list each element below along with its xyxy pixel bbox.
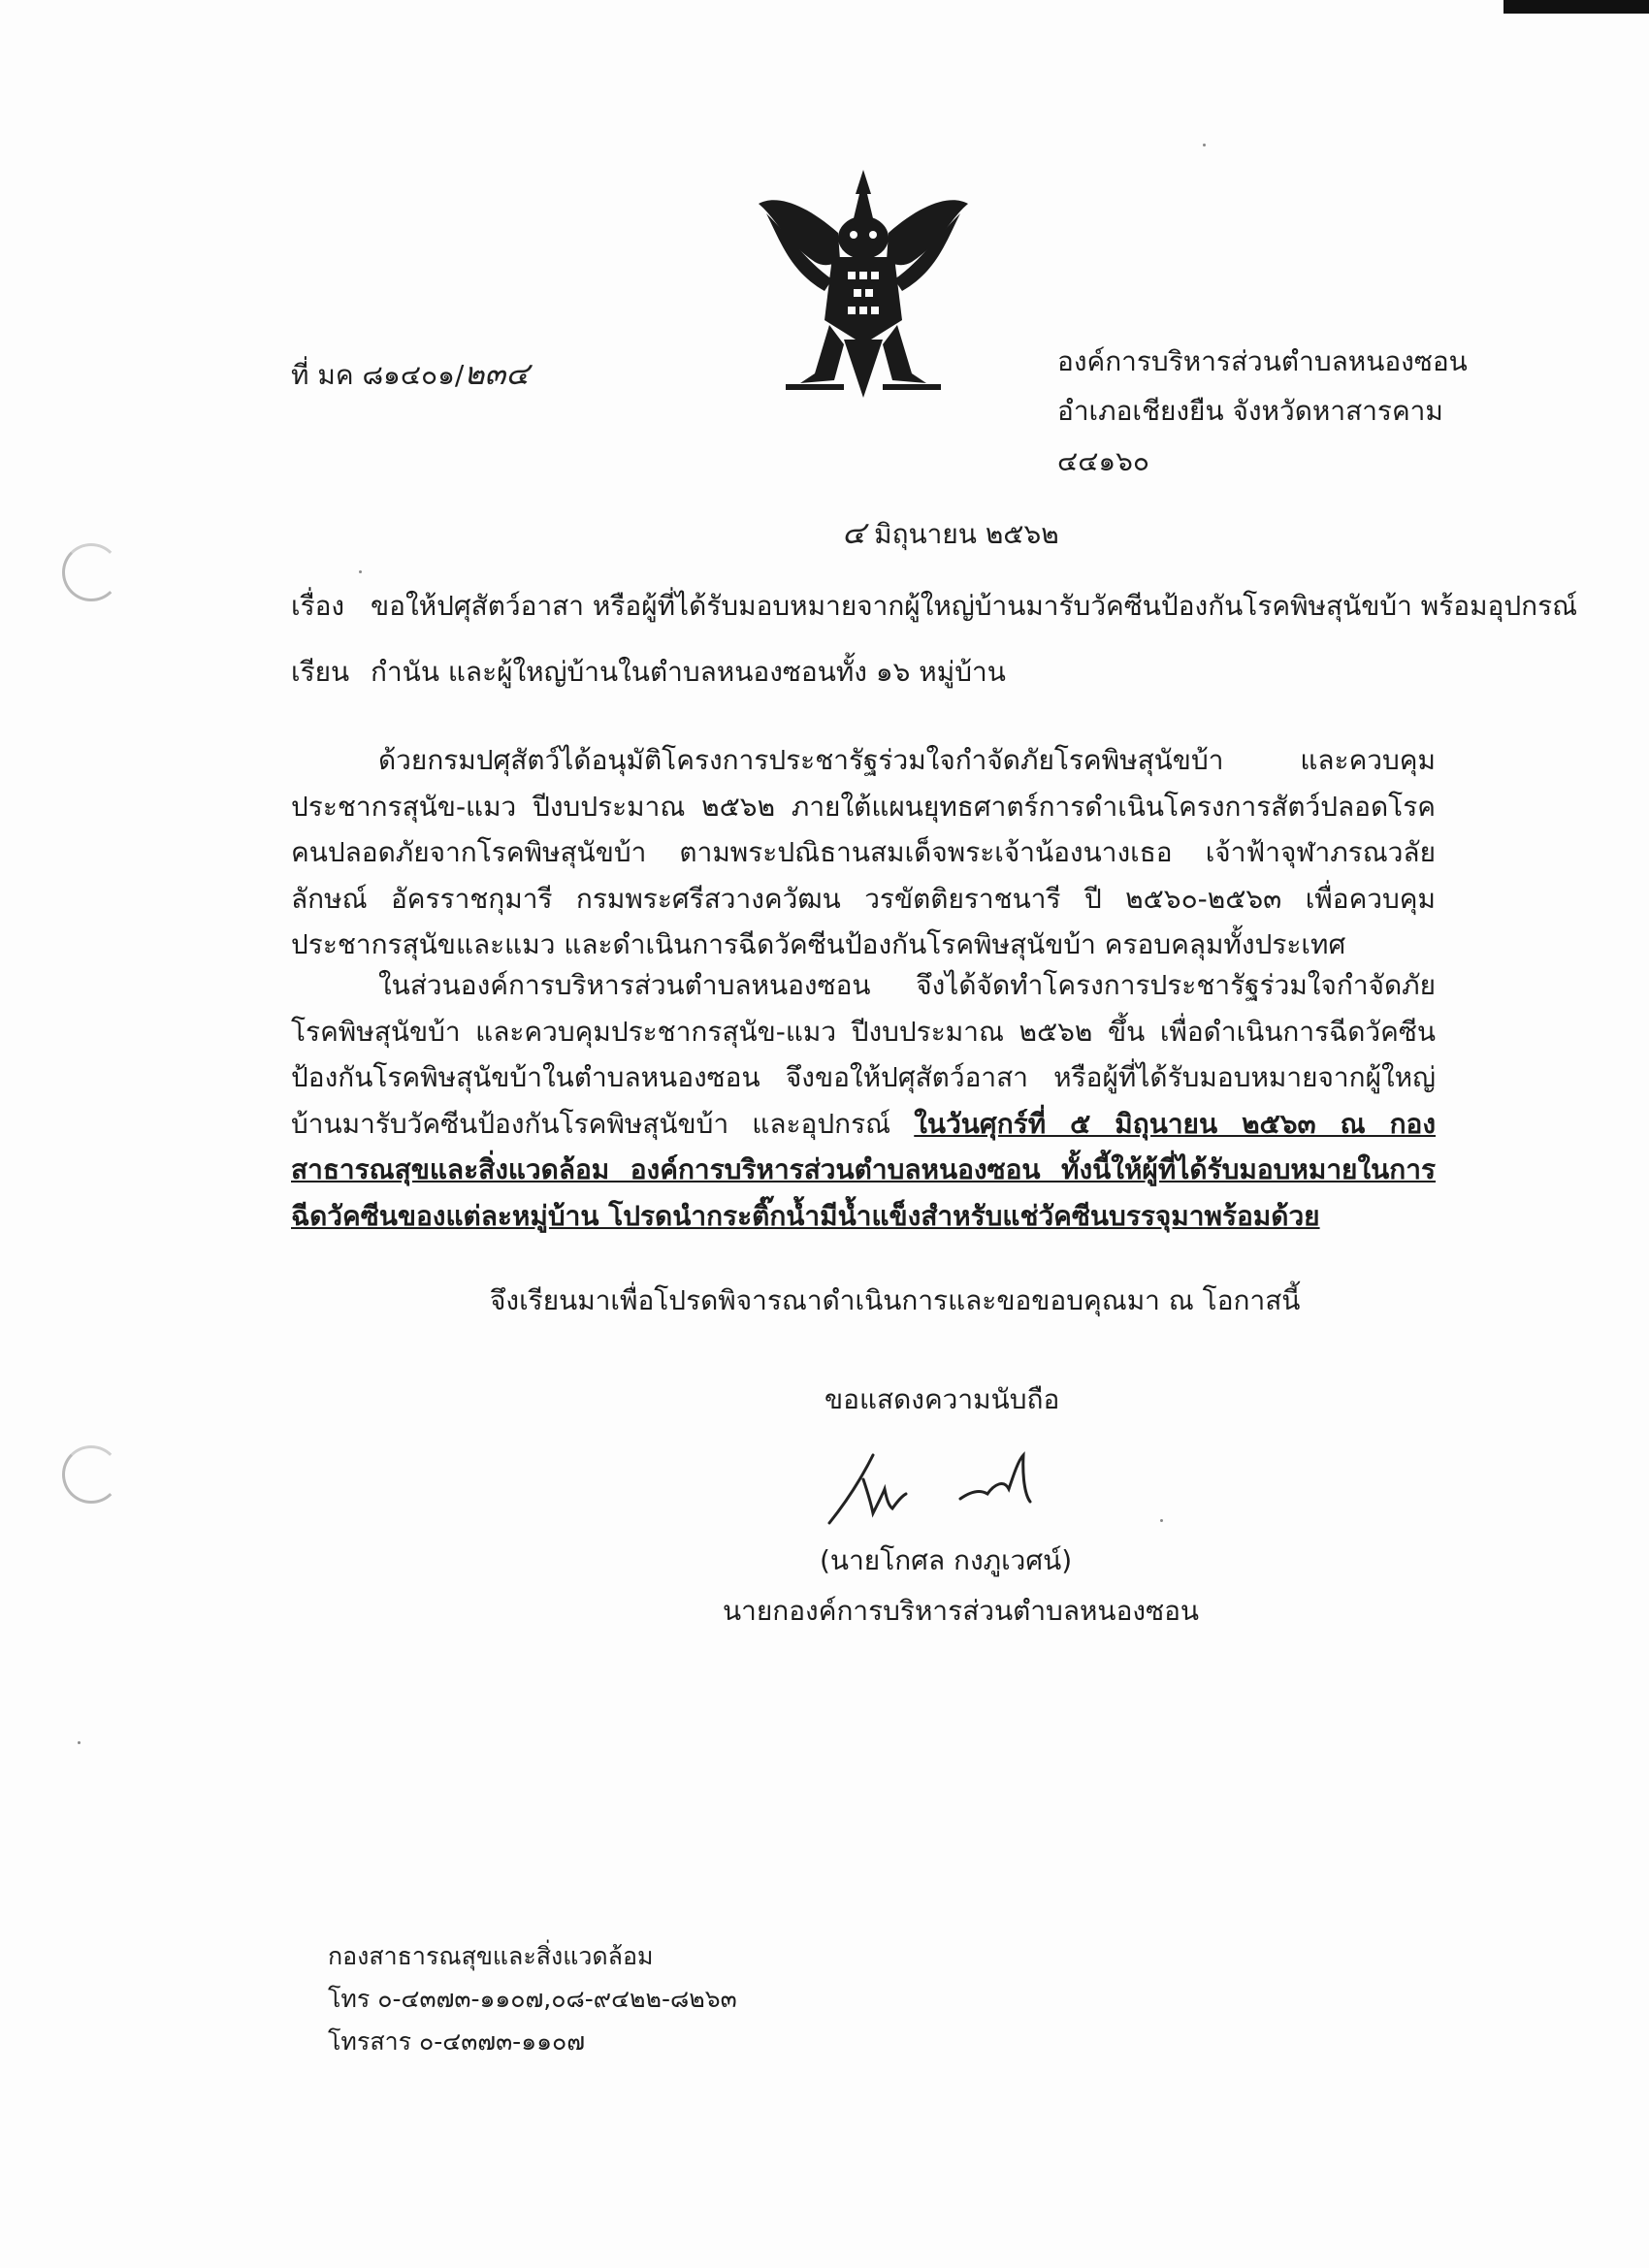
signer-position: นายกองค์การบริหารส่วนตำบลหนองซอน [723, 1595, 1200, 1627]
closing-salutation: ขอแสดงความนับถือ [824, 1383, 1060, 1415]
date-month-year: มิถุนายน ๒๕๖๒ [874, 518, 1059, 550]
reference-number [291, 353, 530, 396]
punch-hole-top [62, 543, 120, 601]
body-paragraph-1: ด้วยกรมปศุสัตว์ได้อนุมัติโครงการประชารัฐร่วมใจกำจัดภัยโรคพิษสุนัขบ้า และควบคุมประชากรสุนัข-แมว ปีงบประมาณ ๒๕๖๒ ภายใต้แผนยุทธศาตร์การดำเนินโครงการสัตว์ปลอดโรคคนปลอดภัยจากโรคพิษสุนัขบ้า ตามพระปณิธานสมเด็จพระเจ้าน้องนางเธอ เจ้าฟ้าจุฬาภรณวลัยลักษณ์ อัครราชกุมารี กรมพระศรีสวางควัฒน วรขัตติยราชนารี ปี ๒๕๖๐-๒๕๖๓ เพื่อควบคุมประชากรสุนัขและแมว และดำเนินการฉีดวัคซีนป้องกันโรคพิษสุนัขบ้า ครอบคลุมทั้งประเทศ [291, 744, 1436, 960]
reference-handwritten-number: ๒๓๔ [464, 355, 530, 392]
signer-name: (นายโกศล กงภูเวศน์) [820, 1544, 1073, 1576]
scan-speck [1203, 144, 1206, 146]
footer-phone: โทร ๐-๔๓๗๓-๑๑๐๗,๐๘-๙๔๒๒-๘๒๖๓ [328, 1985, 737, 2013]
recipient-line [291, 652, 1006, 693]
recipient-text: กำนัน และผู้ใหญ่บ้านในตำบลหนองซอนทั้ง ๑๖ หมู่บ้าน [371, 656, 1006, 688]
scan-speck [1160, 1519, 1163, 1522]
subject-label: เรื่อง [291, 590, 345, 622]
org-name: องค์การบริหารส่วนตำบลหนองซอน [1057, 345, 1468, 377]
body-paragraph-2 [291, 962, 1436, 1239]
punch-hole-bottom [62, 1445, 120, 1504]
recipient-label: เรียน [291, 656, 350, 688]
subject-text: ขอให้ปศุสัตว์อาสา หรือผู้ที่ได้รับมอบหมายจากผู้ใหญ่บ้านมารับวัคซีนป้องกันโรคพิษสุนัขบ้า พร้อมอุปกรณ์ [371, 590, 1578, 622]
org-postcode: ๔๔๑๖๐ [1057, 445, 1150, 477]
closing-request: จึงเรียนมาเพื่อโปรดพิจารณาดำเนินการและขอขอบคุณมา ณ โอกาสนี้ [490, 1284, 1301, 1316]
scan-speck [78, 1741, 81, 1744]
garuda-emblem-icon [747, 165, 980, 403]
org-address: อำเภอเชียงยืน จังหวัดหาสารคาม [1057, 395, 1443, 427]
scan-speck [359, 570, 362, 573]
subject-line [291, 586, 1577, 627]
footer-fax: โทรสาร ๐-๔๓๗๓-๑๑๐๗ [328, 2027, 586, 2056]
handwritten-signature [824, 1445, 1077, 1533]
paragraph-2-emphasis: ในวันศุกร์ที่ ๕ มิถุนายน ๒๕๖๓ ณ กองสาธารณสุขและสิ่งแวดล้อม องค์การบริหารส่วนตำบลหนองซอน ทั้งนี้ให้ผู้ที่ได้รับมอบหมายในการฉีดวัคซีนของแต่ละหมู่บ้าน โปรดนำกระติ๊กน้ำมีน้ำแข็งสำหรับแช่วัคซีนบรรจุมาพร้อมด้วย [291, 1107, 1437, 1232]
reference-label: ที่ มค ๘๑๔๐๑/ [291, 359, 465, 391]
letter-date [842, 512, 1059, 555]
scan-edge-mark [1504, 0, 1649, 14]
date-handwritten-day: ๔ [842, 514, 866, 551]
paragraph-2-text: ในส่วนองค์การบริหารส่วนตำบลหนองซอน จึงได้จัดทำโครงการประชารัฐร่วมใจกำจัดภัยโรคพิษสุนัขบ้า และควบคุมประชากรสุนัข-แมว ปีงบประมาณ ๒๕๖๒ ขึ้น เพื่อดำเนินการฉีดวัคซีนป้องกันโรคพิษสุนัขบ้าในตำบลหนองซอน จึงขอให้ปศุสัตว์อาสา หรือผู้ที่ได้รับมอบหมายจากผู้ใหญ่บ้านมารับวัคซีนป้องกันโรคพิษสุนัขบ้า และอุปกรณ์ [291, 969, 1436, 1140]
footer-department: กองสาธารณสุขและสิ่งแวดล้อม [328, 1942, 654, 1970]
